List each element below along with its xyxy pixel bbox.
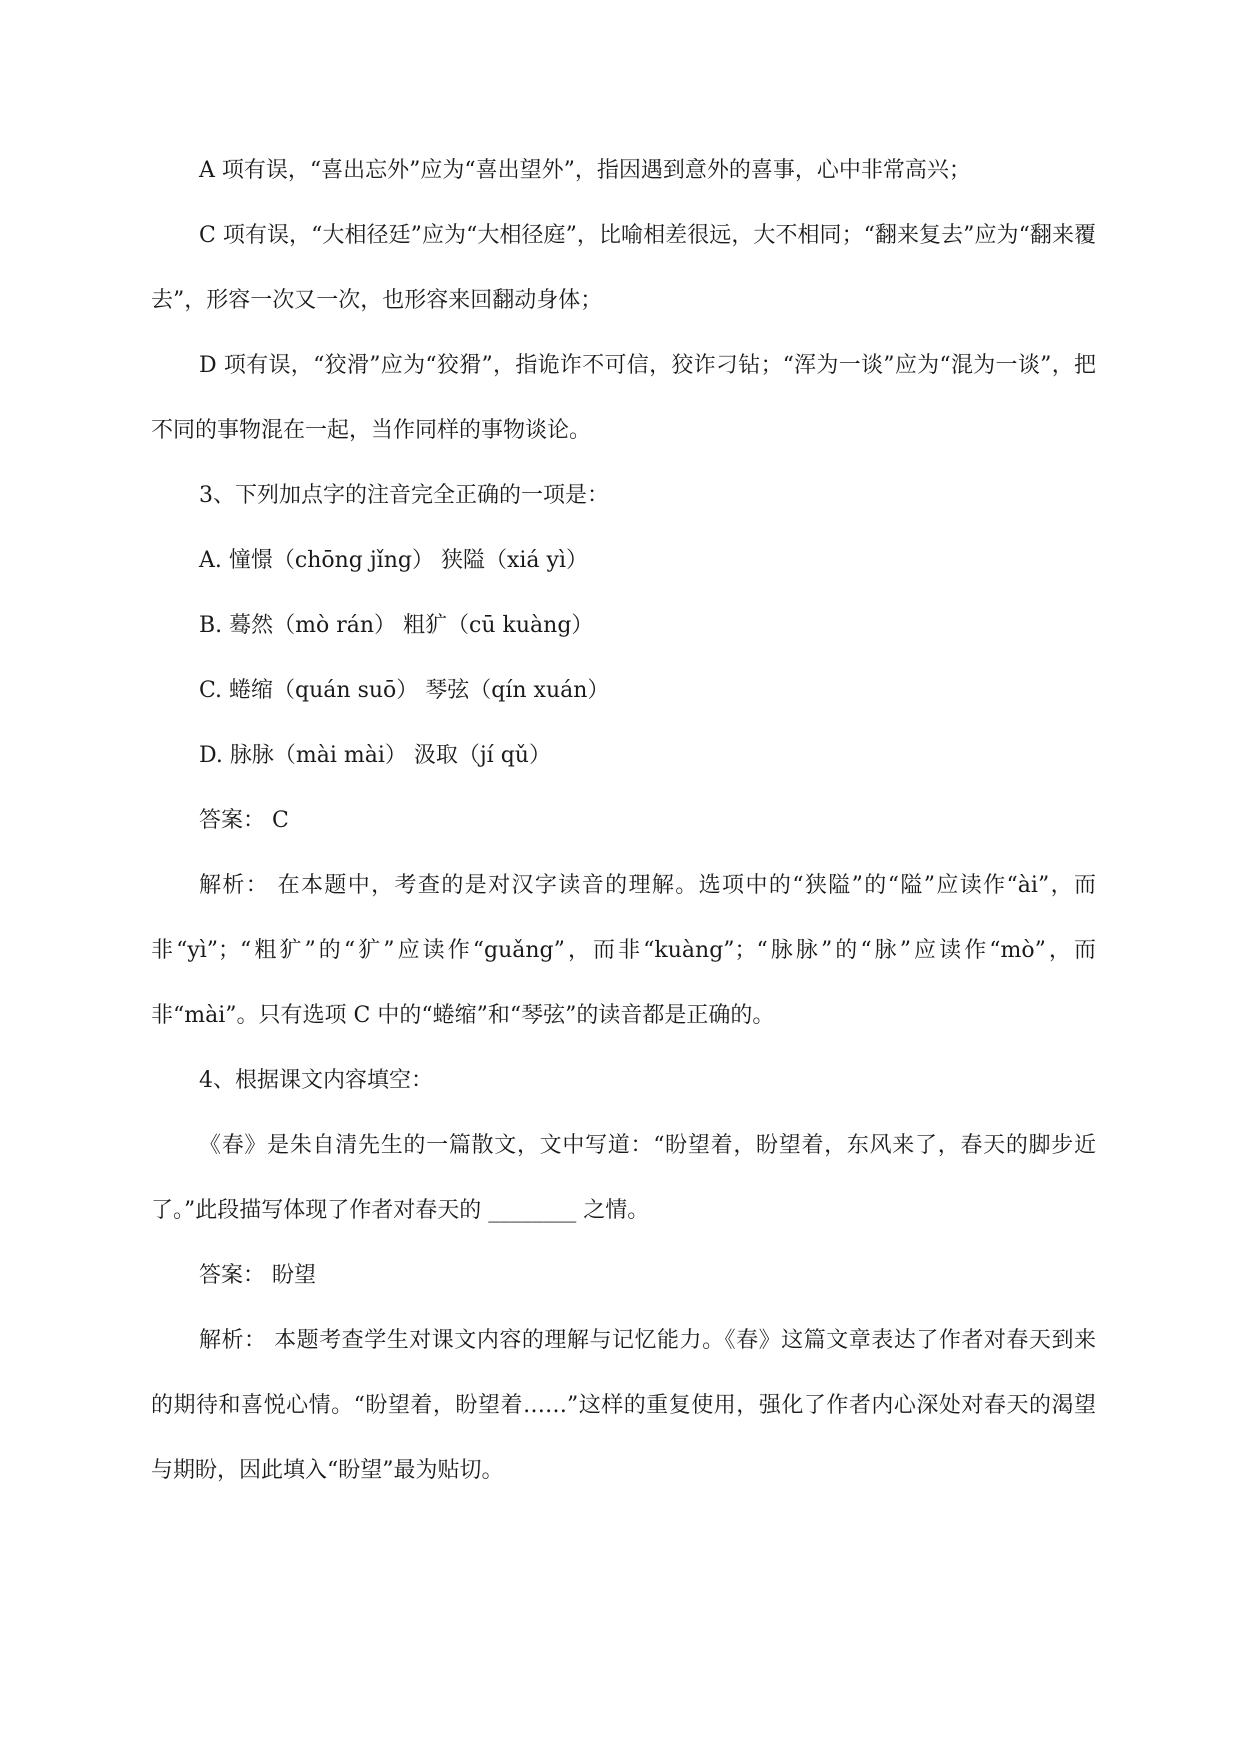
explanation-option-c: C 项有误，“大相径廷”应为“大相径庭”，比喻相差很远，大不相同；“翻来复去”应为“翻来覆去”，形容一次又一次，也形容来回翻动身体； (151, 223, 1096, 313)
document-page (151, 138, 1096, 1503)
question-3-answer: 答案： C (199, 808, 289, 833)
question-3-option-d: D. 脉脉（mài mài） 汲取（jí qǔ） (199, 743, 551, 768)
question-4-body: 《春》是朱自清先生的一篇散文，文中写道：“盼望着，盼望着，东风来了，春天的脚步近了。”此段描写体现了作者对春天的 ________ 之情。 (151, 1133, 1096, 1223)
question-3-stem: 3、下列加点字的注音完全正确的一项是： (199, 483, 609, 508)
question-3-explanation: 解析： 在本题中，考查的是对汉字读音的理解。选项中的“狭隘”的“隘”应读作“ài”，而非“yì”；“粗犷”的“犷”应读作“guǎng”，而非“kuàng”；“脉脉”的“脉”应读作“mò”，而非“mài”。只有选项 C 中的“蜷缩”和“琴弦”的读音都是正确的。 (151, 873, 1096, 1028)
explanation-option-d: D 项有误，“狡滑”应为“狡猾”，指诡诈不可信，狡诈刁钻；“浑为一谈”应为“混为一谈”，把不同的事物混在一起，当作同样的事物谈论。 (151, 353, 1096, 443)
question-3-option-b: B. 蓦然（mò rán） 粗犷（cū kuàng） (199, 613, 594, 638)
question-3-option-a: A. 憧憬（chōng jǐng） 狭隘（xiá yì） (199, 548, 588, 573)
question-4-answer: 答案： 盼望 (199, 1263, 316, 1288)
question-4-explanation: 解析： 本题考查学生对课文内容的理解与记忆能力。《春》这篇文章表达了作者对春天到来的期待和喜悦心情。“盼望着，盼望着……”这样的重复使用，强化了作者内心深处对春天的渴望与期盼，因此填入“盼望”最为贴切。 (151, 1328, 1096, 1483)
explanation-option-a: A 项有误，“喜出忘外”应为“喜出望外”，指因遇到意外的喜事，心中非常高兴； (199, 158, 971, 183)
question-4-stem: 4、根据课文内容填空： (199, 1068, 433, 1093)
question-3-option-c: C. 蜷缩（quán suō） 琴弦（qín xuán） (199, 678, 610, 703)
